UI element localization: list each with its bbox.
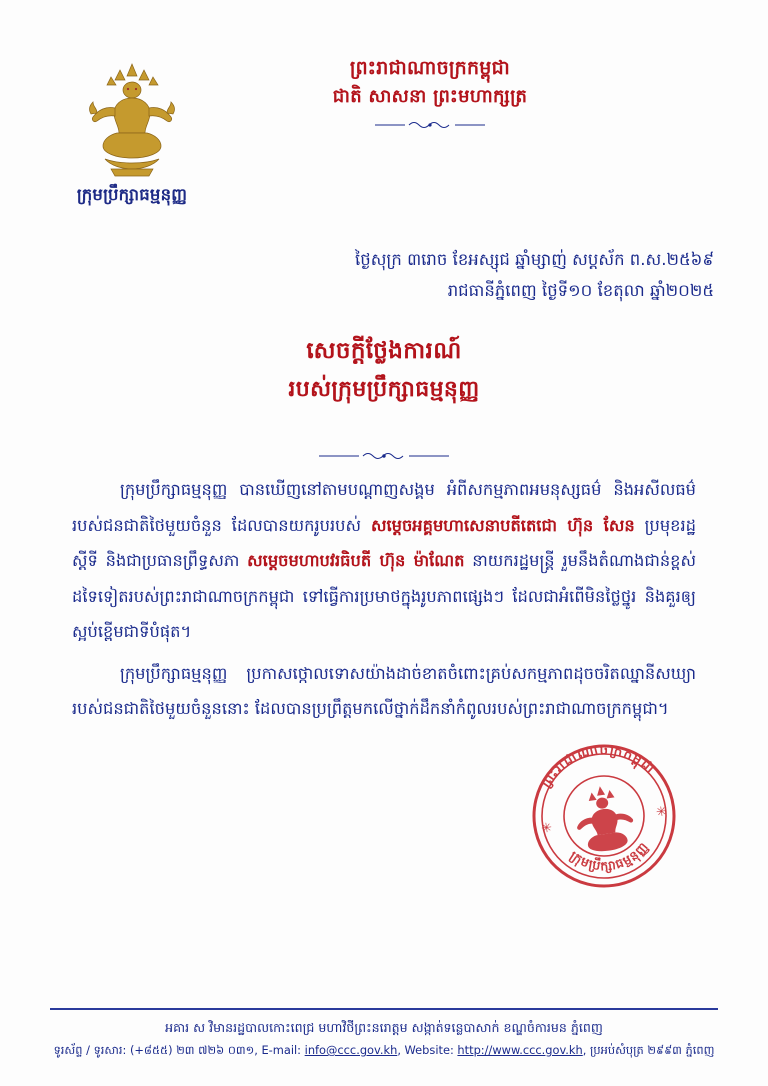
emblem-caption: ក្រុមប្រឹក្សាធម្មនុញ្ញ (76, 185, 188, 204)
footer-website-label: , Website: (397, 1042, 458, 1057)
emphasized-name: សម្ដេចអគ្គមហាសេនាបតីតេជោ ហ៊ុន សែន (370, 515, 635, 535)
date-block (294, 245, 714, 306)
footer-divider (50, 1008, 718, 1010)
body-run: ក្រុមប្រឹក្សាធម្មនុញ្ញ បានឃើញនៅតាមបណ្ដាញសង្គម អំពីសកម្មភាពអមនុស្សធម៌ និងអសីលធម៌របស់ជនជាតិថៃមួយចំនួន ដែលបានយករូបរបស់ (72, 480, 696, 535)
footer-address: អគារ ស វិមានរដ្ឋបាលកោះពេជ្រ មហាវិថីព្រះនរោត្តម សង្កាត់ទន្លេបាសាក់ ខណ្ឌចំការមន ភ្នំពេញ (165, 1020, 603, 1035)
title-divider (0, 448, 768, 464)
paragraph-2 (72, 656, 696, 727)
national-motto: ជាតិ សាសនា ព្រះមហាក្សត្រ (332, 85, 528, 107)
date-gregorian-line: រាជធានីភ្នំពេញ ថ្ងៃទី១០ ខែតុលា ឆ្នាំ២០២៥ (447, 280, 714, 300)
document-body (72, 472, 696, 733)
document-footer (0, 1016, 768, 1062)
kingdom-name: ព្រះរាជាណាចក្រកម្ពុជា (349, 57, 511, 79)
footer-phone-text: ទូរស័ព្ទ / ទូរសារ: (+៨៥៥) ២៣ ៧២៦ ០៣១, E-mail: (53, 1042, 305, 1057)
page-title-line1: សេចក្ដីថ្លែងការណ៍ (306, 338, 462, 364)
body-run: ក្រុមប្រឹក្សាធម្មនុញ្ញ ប្រកាសថ្កោលទោសយ៉ាងដាច់ខាតចំពោះគ្រប់សកម្មភាពដុចចរិតឈ្នានីសឃ្យារបស់ជនជាតិថៃមួយចំនួននោះ ដែលបានប្រព្រឹត្តមកលើថ្នាក់ដឹកនាំកំពូលរបស់ព្រះរាជាណាចក្រកម្ពុជា។ (72, 663, 696, 719)
svg-text:✳: ✳ (540, 820, 554, 837)
svg-text:✳: ✳ (655, 804, 668, 821)
page-title-line2: របស់ក្រុមប្រឹក្សាធម្មនុញ្ញ (288, 377, 480, 403)
kingdom-heading (230, 54, 630, 131)
official-round-seal-icon (516, 728, 692, 904)
emphasized-name: សម្ដេចមហាបវរធិបតី ហ៊ុន ម៉ាណែត (247, 551, 465, 571)
footer-pobox-text: , ប្រអប់សំបុត្រ ២៩៩៣ ភ្នំពេញ (582, 1042, 715, 1057)
body-run: នាយករដ្ឋមន្ត្រី រួមនឹងតំណាងជាន់ខ្ពស់ដទៃទៀតរបស់ព្រះរាជាណាចក្រកម្ពុជា ទៅធ្វើការប្រមាថក្នុងរូបភាពផ្សេងៗ ដែលជាអំពើមិនថ្លៃថ្នូរ និងគួរឲ្យស្អប់ខ្ពើមជាទីបំផុត។ (72, 551, 696, 642)
footer-email-link[interactable]: info@ccc.gov.kh (304, 1042, 398, 1057)
khmer-divider-ornament-icon (375, 119, 485, 131)
document-header (0, 30, 768, 230)
body-run: ប្រមុខរដ្ឋស្ដីទី និងជាប្រធានព្រឹទ្ធសភា (72, 515, 696, 571)
paragraph-1 (72, 472, 696, 650)
kinnari-deity-emblem-icon (77, 58, 187, 183)
svg-text:ក្រុមប្រឹក្សាធម្មនុញ្ញ: ក្រុមប្រឹក្សាធម្មនុញ្ញ (567, 838, 652, 874)
page-title (0, 332, 768, 408)
svg-text:ព្រះរាជាណាចក្រកម្ពុជា: ព្រះរាជាណាចក្រកម្ពុជា (537, 741, 659, 791)
date-buddhist-line: ថ្ងៃសុក្រ ៣រោច ខែអស្សុជ ឆ្នាំម្សាញ់ សប្ដស័ក ព.ស.២៥៦៩ (355, 250, 714, 269)
emblem-block (42, 58, 222, 205)
footer-contact (0, 1040, 768, 1062)
footer-website-link[interactable]: http://www.ccc.gov.kh (457, 1042, 583, 1057)
